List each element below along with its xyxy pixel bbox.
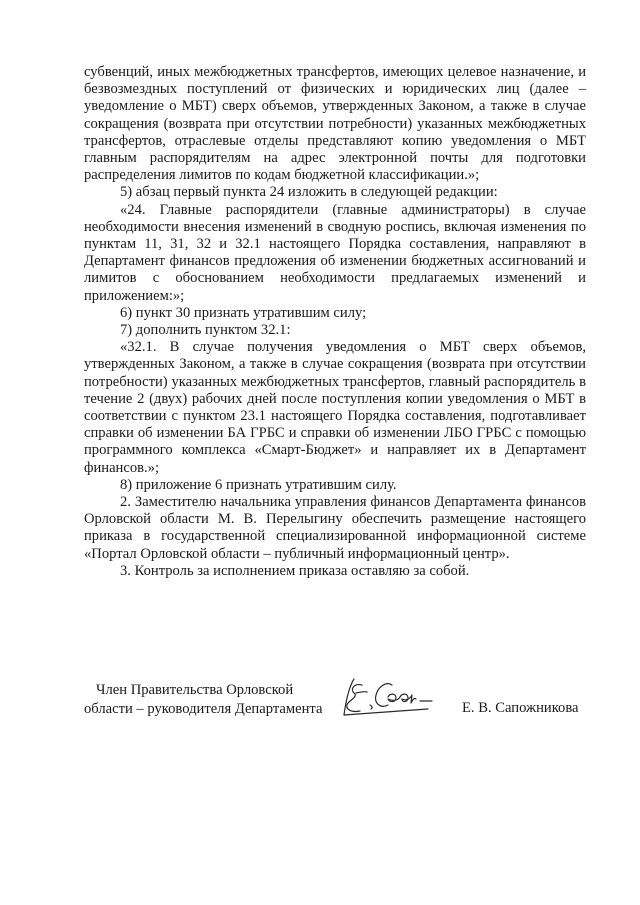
position-line-1: Член Правительства Орловской: [96, 682, 294, 698]
document-body: [84, 64, 586, 580]
handwritten-signature-icon: [340, 675, 440, 719]
paragraph-item-6: 6) пункт 30 признать утратившим силу;: [120, 304, 367, 321]
paragraph-item-8: 8) приложение 6 признать утратившим силу.: [120, 476, 397, 493]
paragraph-point-24: «24. Главные распорядители (главные администраторы) в случае необходимости внесения изменений в сводную роспись, включая изменения по пунктам 11, 31, 32 и 32.1 настоящего Порядка составления, направляют в Департамент финансов предложения об изменении бюджетных ассигнований и лимитов с обоснованием необходимости предлагаемых изменений и приложением:»;: [84, 201, 586, 304]
position-line-2: области – руководителя Департамента: [84, 701, 323, 717]
paragraph-point-32-1: «32.1. В случае получения уведомления о МБТ сверх объемов, утвержденных Законом, а также в случае сокращения (возврата при отсутствии потребности) указанных межбюджетных трансфертов, главный распорядитель в течение 2 (двух) рабочих дней после поступления копии уведомления о МБТ в соответствии с пунктом 23.1 настоящего Порядка составления, подготавливает справки об изменении БА ГРБС и справки об изменении ЛБО ГРБС с помощью программного комплекса «Смарт-Бюджет» и направляет их в Департамент финансов.»;: [84, 339, 586, 476]
paragraph-order-2: 2. Заместителю начальника управления финансов Департамента финансов Орловской области М. В. Перелыгину обеспечить размещение настоящего приказа в государственной специализированной информационной системе «Портал Орловской области – публичный информационный центр».: [84, 494, 586, 562]
paragraph-order-3: 3. Контроль за исполнением приказа оставляю за собой.: [120, 562, 470, 579]
signatory-position: [84, 681, 344, 719]
signature-block: [0, 681, 640, 741]
paragraph-item-5: 5) абзац первый пункта 24 изложить в следующей редакции:: [120, 184, 498, 201]
paragraph-item-7: 7) дополнить пунктом 32.1:: [120, 322, 291, 339]
signatory-name: Е. В. Сапожникова: [462, 700, 579, 716]
paragraph-continuation: субвенций, иных межбюджетных трансфертов, имеющих целевое назначение, и безвозмездных поступлений от физических и юридических лиц (далее – уведомление о МБТ) сверх объемов, утвержденных Законом, а также в случае сокращения (возврата при отсутствии потребности) указанных межбюджетных трансфертов, отраслевые отделы представляют копию уведомления о МБТ главным распорядителям на адрес электронной почты для подготовки распределения лимитов по кодам бюджетной классификации.»;: [84, 64, 586, 184]
